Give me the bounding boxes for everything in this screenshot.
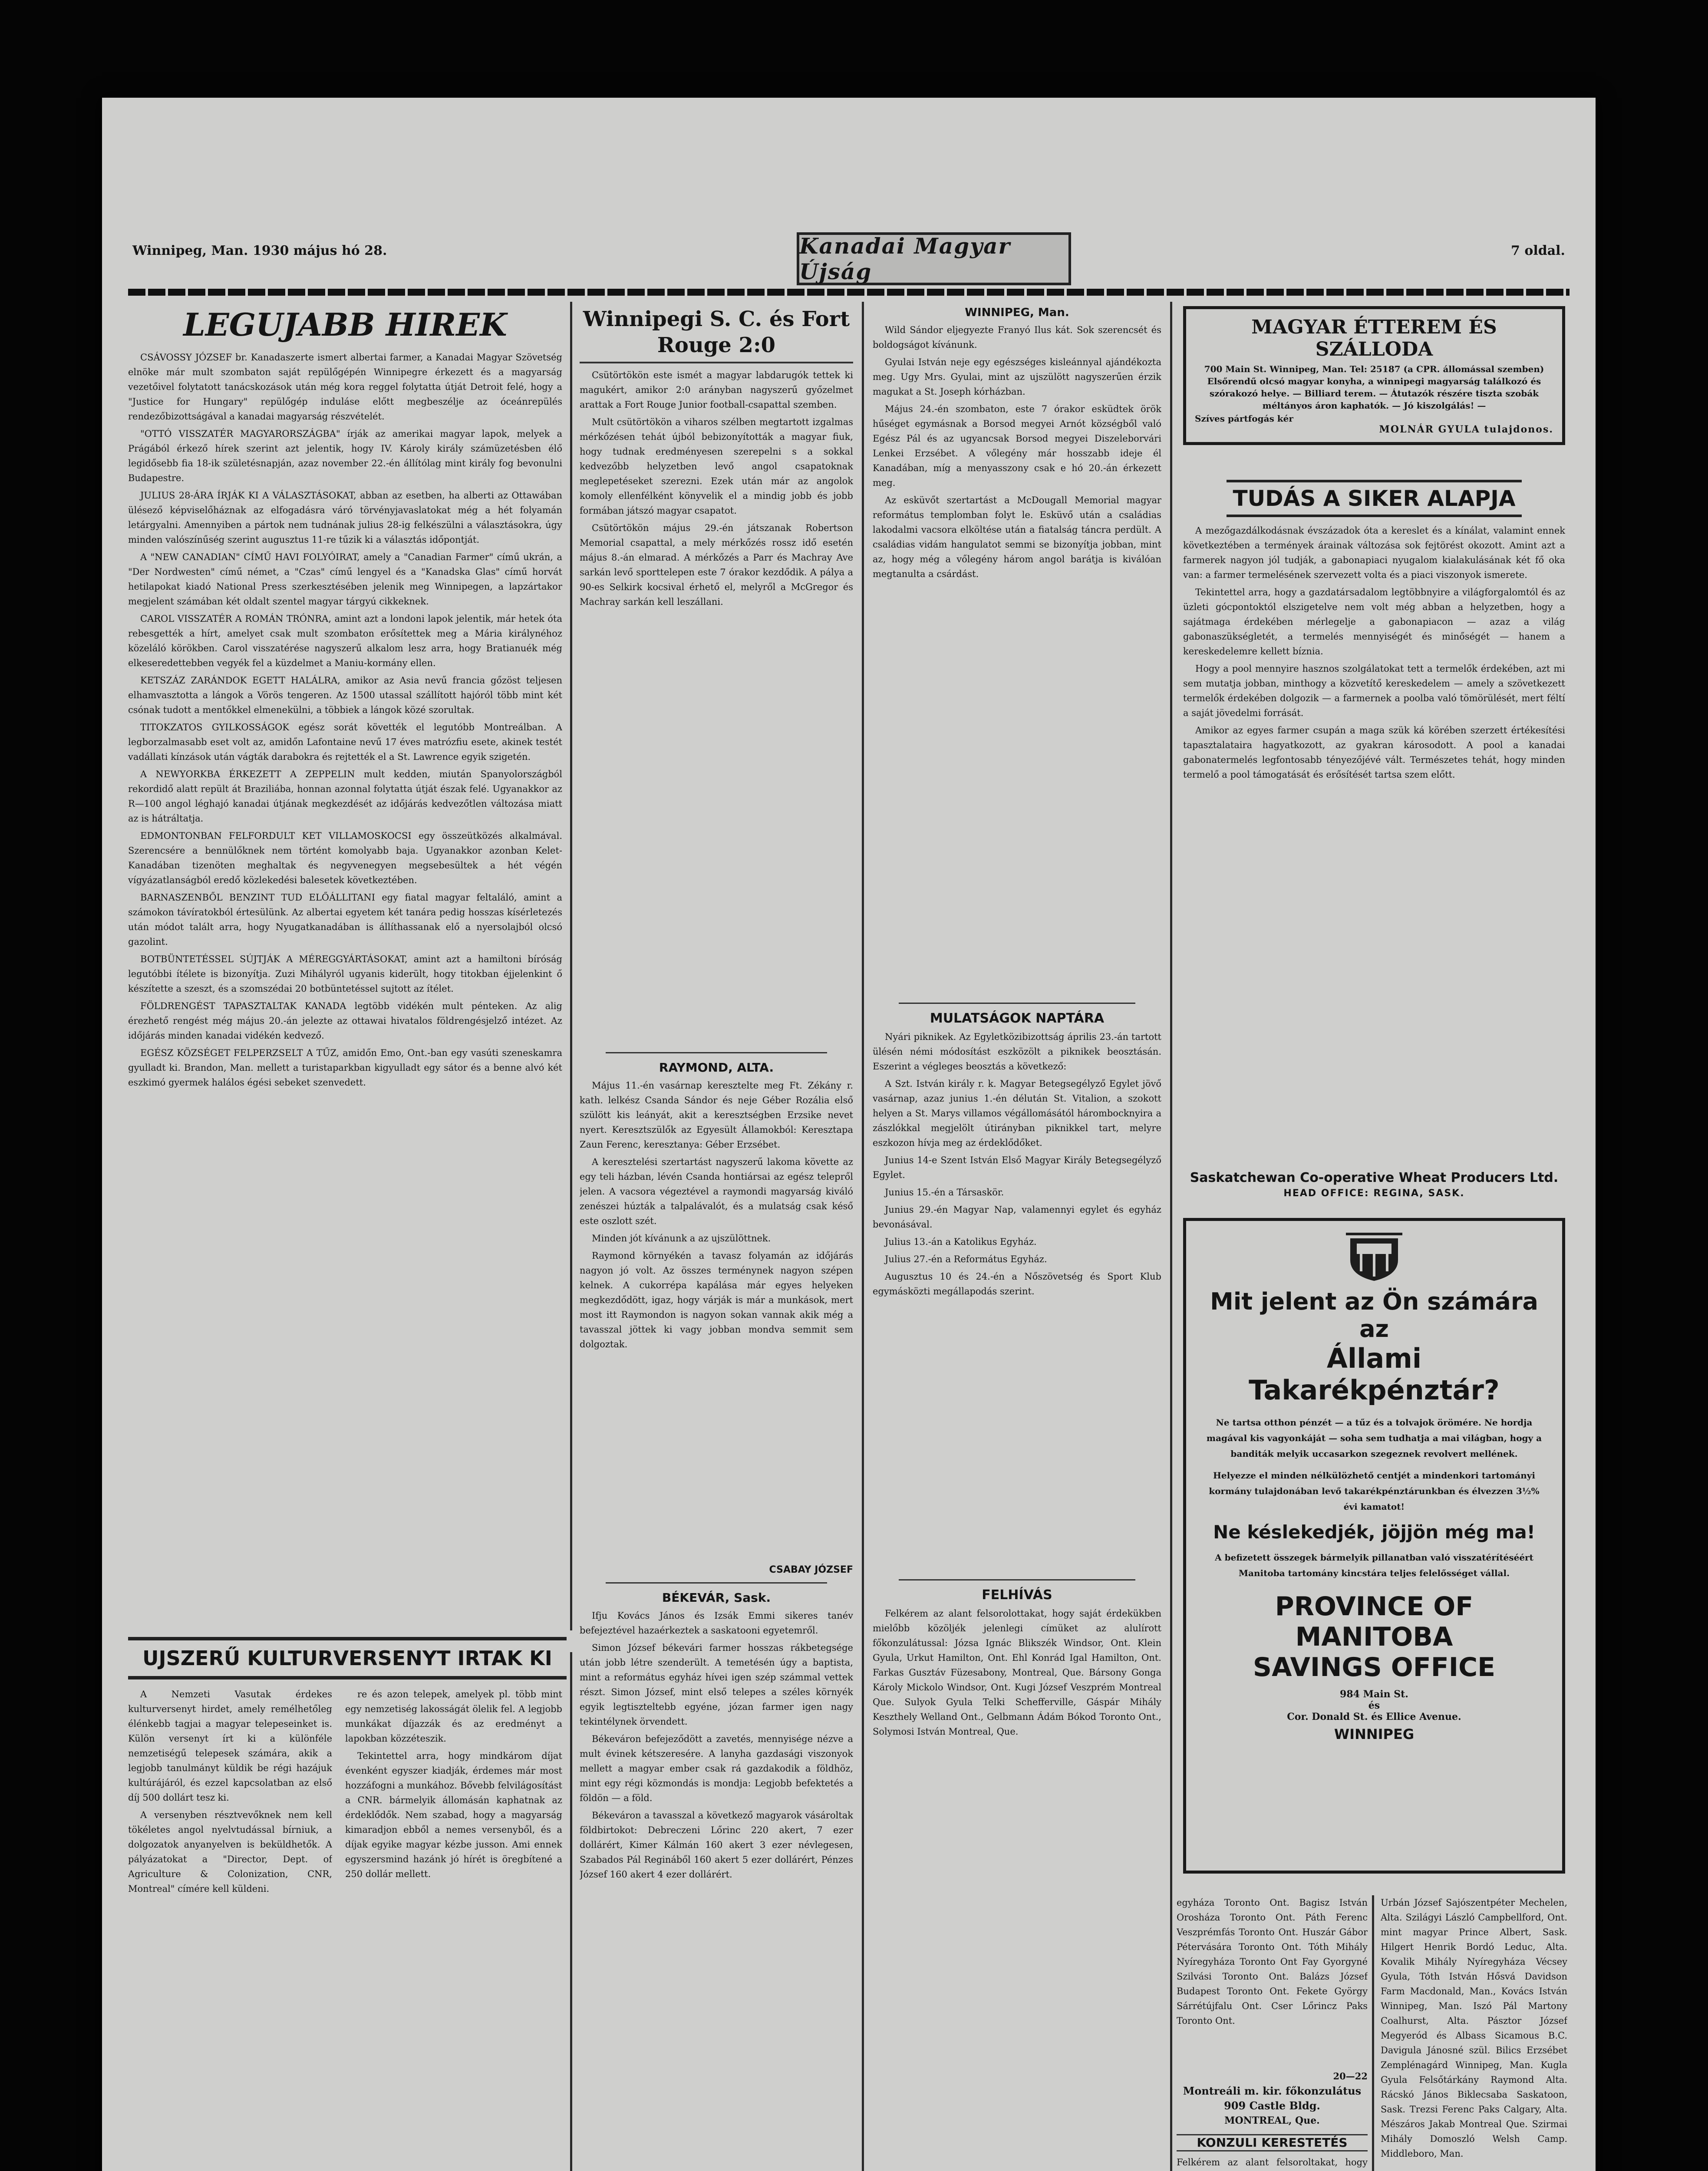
article-paragraph: Május 11.-én vasárnap keresztelte meg Ft. Zékány r. kath. lelkész Csanda Sándor és neje Géber Rozália első szülött kis leányát, akit a keresztségben Erzsike nevet nyert. Keresztszülők az Egyesült Államokból: Keresztapa Zaun Ferenc, keresztanya: Géber Erzsébet. — [580, 1080, 853, 1150]
consulate-name: Montreáli m. kir. főkonzulátus — [1183, 2085, 1362, 2097]
culture-article-right — [345, 1687, 562, 2171]
news-item: JULIUS 28-ÁRA ÍRJÁK KI A VÁLASZTÁSOKAT, abban az esetben, ha alberti az Ottawában ülésező képviselőháznak az elfogadásra váró törvényjavaslatokat még a hét folyamán letárgyalni. Amennyiben a pártok nem tudnának julius 28-ig felkészülni a választásokra, úgy minden valószínűség szerint augusztus 11-re tűzik ki a választás időpontját. — [128, 490, 562, 545]
events-calendar-heading: MULATSÁGOK NAPTÁRA — [930, 1011, 1105, 1026]
divider — [899, 1579, 1135, 1580]
local-news-column — [873, 306, 1161, 2171]
wheat-pool-office: HEAD OFFICE: REGINA, SASK. — [1283, 1188, 1465, 1199]
winnipeg-heading: WINNIPEG, Man. — [965, 306, 1069, 319]
consulate-list-right — [1381, 1895, 1567, 2171]
news-item: CSÁVOSSY JÓZSEF br. Kanadaszerte ismert albertai farmer, a Kanadai Magyar Szövetség elnöke már mult szombaton saját repülőgépén Winnipegre érkezett és a magyarság vezetőivel folytatott tanácskozások után még kora reggel folytatta útját Detroit felé, hogy a "Justice for Hungary" repülőgép induláse előtt megbeszélje az óceánrepülés rendezőbizottságával a kanadai magyarság részvételét. — [128, 352, 562, 422]
article-paragraph: re és azon telepek, amelyek pl. több mint egy nemzetiség lakosságát ölelik fel. A legjobb munkákat díjazzák és az eredményt a lapokban közzéteszik. — [345, 1689, 562, 1744]
restaurant-ad-title: MAGYAR ÉTTEREM ÉS SZÁLLODA — [1251, 316, 1497, 360]
savings-office-name-2: SAVINGS OFFICE — [1253, 1652, 1496, 1683]
event-item: Junius 29.-én Magyar Nap, valamennyi egylet és egyház bevonásával. — [873, 1204, 1161, 1230]
savings-ad-headline-2: Állami Takarékpénztár? — [1249, 1343, 1500, 1406]
news-item: A NEWYORKBA ÉRKEZETT A ZEPPELIN mult kedden, miután Spanyolországból rekordidő alatt repült át Braziliába, honnan azonnal folytatta útját észak felé. Ugyanakkor az R—100 angol léghajó kanadai útjának megkezdését az időjárás kedvezőtlen változása miatt az is hátráltatja. — [128, 769, 562, 824]
savings-ad-text: Ne tartsa otthon pénzét — a tűz és a tolvajok örömére. Ne hordja magával kis vagyonkáját — soha sem tudhatja a mai világban, hogy a banditák melyik uccasarkon szegeznek revolvert mellének. — [1206, 1417, 1542, 1459]
news-item: "OTTÓ VISSZATÉR MAGYARORSZÁGBA" írják az amerikai magyar lapok, melyek a Prágából érkező hírek szerint azt jelentik, hogy IV. Károly király számüzetésben élő legidősebb fia 18-ik születésnapján, azaz november 22.-én állítólag mint király fog bevonulni Budapestre. — [128, 429, 562, 483]
divider — [606, 1052, 827, 1053]
raymond-heading: RAYMOND, ALTA. — [659, 1060, 774, 1075]
list-number: 20—22 — [1333, 2071, 1368, 2082]
consular-search-heading: KONZULI KERESTETÉS — [1177, 2134, 1368, 2151]
savings-office-address-separator: és — [1368, 1700, 1380, 1711]
sports-column — [580, 306, 853, 2171]
news-item: FÖLDRENGÉST TAPASZTALTAK KANADA legtöbb vidékén mult pénteken. Az alig érezhető rengést még május 20.-án jelezte az ottawai hivatalos földrengésjelző intézet. Az időjárás minden kanadai vidékén kedvező. — [128, 1001, 562, 1041]
consulate-names: Urbán József Sajószentpéter Mechelen, Alta. Szilágyi László Campbellford, Ont. mint magyar Prince Albert, Sask. Hilgert Henrik Bordó Leduc, Alta. Kovalik Mihály Nyíregyháza Vécsey Gyula, Tóth István Hősvá Davidson Farm Macdonald, Man., Kovács István Winnipeg, Man. Iszó Pál Martony Coalhurst, Alta. Pásztor József Megyeród és Albass Sicamous B.C. Davigula Jánosné szül. Bilics Erzsébet Zemplénagárd Winnipeg, Man. Kugla Gyula Felsőtárkány Raymond Alta. Rácskó János Biklecsaba Saskatoon, Sask. Trezsi Ferenc Paks Calgary, Alta. Mészáros Jakab Montreal Que. Szirmai Mihály Domoszló Welsh Camp. Middleboro, Man. — [1381, 1897, 1567, 2159]
news-item: BARNASZENBŐL BENZINT TUD ELŐÁLLITANI egy fiatal magyar feltaláló, amint a számokon távíratokból értesülünk. Az albertai egyetem két tanára pedig hosszas kísérletezés után módot talált arra, hogy Nyugatkanadában is állíthassanak elő a nyersolajból olcsó gazolint. — [128, 892, 562, 947]
event-item: Augusztus 10 és 24.-én a Nőszövetség és Sport Klub egymásközti megállapodás szerint. — [873, 1271, 1161, 1297]
column-rule — [570, 1652, 572, 2171]
culture-article-left — [128, 1687, 332, 2171]
news-item: CAROL VISSZATÉR A ROMÁN TRÓNRA, amint azt a londoni lapok jelentik, már hetek óta rebesgették a hírt, amelyet csak mult szombaton erősítettek meg a Mária királynéhoz közeláló körökben. Carol visszatérése nagyszerű alkalom lesz arra, hogy Bratianuék még elkeseredettebben vegyék fel a küzdelmet a Maniu-kormány ellen. — [128, 614, 562, 668]
column-rule — [1170, 302, 1172, 2171]
consulate-city: MONTREAL, Que. — [1224, 2115, 1320, 2126]
savings-office-city: WINNIPEG — [1334, 1726, 1415, 1742]
header-rule — [128, 289, 1570, 296]
consulate-address: 909 Castle Bldg. — [1224, 2099, 1320, 2112]
notice-heading: FELHÍVÁS — [982, 1587, 1052, 1603]
news-item: EDMONTONBAN FELFORDULT KET VILLAMOSKOCSI egy összeütközés alkalmával. Szerencsére a bennülőknek nem történt komolyabb baja. Ugyanakkor azonban Kelet-Kanadában tizenöten meghaltak és negyvenegyen megsebesültek a hét végén vígyázatlanságból eredő közlekedési balesetek következtében. — [128, 831, 562, 885]
article-paragraph: A versenyben résztvevőknek nem kell tökéletes angol nyelvtudással bírniuk, a dolgozatok anyanyelven is beküldhetők. A pályázatokat a "Director, Dept. of Agriculture & Colonization, CNR, Montreal" címére kell küldeni. — [128, 1810, 332, 1894]
column-rule — [862, 302, 864, 2171]
notice-text — [873, 1606, 1161, 2171]
article-paragraph: Minden jót kívánunk a az ujszülöttnek. — [592, 1233, 771, 1244]
savings-ad-guarantee: A befizetett összegek bármelyik pillanatban való visszatérítéséért Manitoba tartomány kincstára teljes felelősséget vállal. — [1215, 1552, 1533, 1578]
news-item: TITOKZATOS GYILKOSSÁGOK egész sorát követték el legutóbb Montreálban. A legborzalmasabb eset volt az, amidőn Lafontaine nevű 17 éves matrózfiu esete, akinek testét vadállati kínzások után vágták darabokra és rejtették el a St. Lawrence egyik szigetén. — [128, 722, 562, 762]
restaurant-ad — [1183, 306, 1565, 445]
raymond-article — [580, 1078, 853, 1564]
events-calendar — [873, 1029, 1161, 1572]
savings-ad-text: Helyezze el minden nélkülözhető centjét a mindenkori tartományi kormány tulajdonában levő takarékpénztárunkban és élvezzen 3½% évi kamatot! — [1209, 1470, 1540, 1512]
masthead — [797, 232, 1071, 285]
savings-office-address-2: Cor. Donald St. és Ellice Avenue. — [1287, 1711, 1461, 1722]
sports-article — [580, 368, 853, 1045]
consular-search-text: Felkérem az alant felsoroltakat, hogy — [1177, 2157, 1368, 2168]
sports-title: Winnipegi S. C. és Fort Rouge 2:0 — [580, 306, 853, 363]
manitoba-crest-icon — [1204, 1230, 1545, 1283]
bekevar-heading: BÉKEVÁR, Sask. — [662, 1590, 771, 1605]
section-title: LEGUJABB HIREK — [183, 306, 507, 343]
event-item: Julius 13.-án a Katolikus Egyház. — [885, 1237, 1037, 1247]
article-paragraph: Az esküvőt szertartást a McDougall Memorial magyar református templomban folyt le. Esküvő után a családias lakodalmi vacsora elköltése után a fiatalság táncra perdült. A családias vidám hangulatot semmi se bizonyítja jobban, mint az, hogy még a vőlegény három angol barátja is kiválóan megtanulta a csárdást. — [873, 495, 1161, 579]
article-paragraph: Ifju Kovács János és Izsák Emmi sikeres tanév befejeztével hazaérkeztek a saskatooni egyetemről. — [580, 1610, 853, 1636]
article-paragraph: Csütörtökön este ismét a magyar labdarugók tettek ki magukért, amikor 2:0 arányban nagyszerű győzelmet arattak a Fort Rouge Junior football-csapattal szemben. — [580, 370, 853, 410]
savings-ad-slogan: Ne késlekedjék, jöjjön még ma! — [1213, 1521, 1535, 1543]
event-item: Julius 27.-én a Református Egyház. — [885, 1254, 1047, 1264]
news-item: A "NEW CANADIAN" CÍMŰ HAVI FOLYÓIRAT, amely a "Canadian Farmer" című ukrán, a "Der Nordwesten" című német, a "Czas" című lengyel és a "Kanadska Glas" című horvát hetilapokat kiadó National Press szerkesztésében jelenik meg Winnipegen, a lapzártakor megjelent számában két oldalt szentel magyar tárgyú cikkeknek. — [128, 552, 562, 607]
news-item: BOTBÜNTETÉSSEL SÚJTJÁK A MÉREGGYÁRTÁSOKAT, amint azt a hamiltoni bíróság legutóbbi ítélete is bizonyítja. Zuzi Mihályról ugyanis kiderült, hogy titokban éjjelenkint ő készítette a szeszt, és a szomszédai 20 botbüntetéssel sujtott az ítélet. — [128, 954, 562, 994]
column-rule — [1372, 1895, 1374, 2171]
event-item: Junius 15.-én a Társaskör. — [885, 1187, 1004, 1198]
culture-article-heading — [128, 1637, 567, 1679]
article-paragraph: Raymond környékén a tavasz folyamán az időjárás nagyon jó volt. Az összes terménynek nagyon szépen kelnek. A cukorrépa kapálása már egyes helyeken megkezdődött, igaz, hogy várják is már a munkások, mert most itt Raymondon is nagyon sokan vannak akik még a tavasszal jöttek ki vagy jobban mondva semmit sem dolgoztak. — [580, 1250, 853, 1349]
article-paragraph: Békeváron befejeződött a zavetés, mennyisége nézve a mult évinek kétszeresére. A lanyha gazdasági viszonyok mellett a magyar ember csak rá gazdakodik a földhöz, mint egy régi közmondás is mondja: Legjobb befektetés a földön — a föld. — [580, 1734, 853, 1803]
divider — [899, 1003, 1135, 1004]
article-paragraph: Amikor az egyes farmer csupán a maga szük ká körében szerzett értékesítési tapasztalataira hagyatkozott, az gyakran károsodott. A pool a kanadai gabonatermelés legfontosabb tényezőjévé vált. Természetes tehát, hogy minden termelő a pool támogatását és erősítését tartsa szem előtt. — [1183, 725, 1565, 780]
wheat-pool-organization: Saskatchewan Co-operative Wheat Producers Ltd. — [1190, 1170, 1559, 1185]
wheat-pool-article — [1183, 480, 1565, 1199]
masthead-title: Kanadai Magyar Újság — [799, 233, 1011, 284]
article-paragraph: Felkérem az alant felsorolottakat, hogy saját érdekükben mielőbb közöljék jelenlegi címüket az alulírott főkonzulátussal: Józsa Ignác Blikszék Windsor, Ont. Klein Gyula, Urkut Hamilton, Ont. Ehl Konrád Igal Hamilton, Ont. Farkas Gusztáv Füzesabony, Montreal, Que. Bársony Gonga Károly Mickolo Windsor, Ont. Kugi József Veszprém Montreal Que. Sulyok Gyula Telki Schefferville, Gáspár Mihály Keszthely Welland Ont., Gelbmann Ádám Bókod Toronto Ont., Solymosi István Montreal, Que. — [873, 1608, 1161, 1737]
event-item: Nyári piknikek. Az Egyletközibizottság április 23.-án tartott ülésén némi módosítást eszközölt a piknikek beosztásán. Eszerint a végleges beosztás a következő: — [873, 1032, 1161, 1072]
news-item: KETSZÁZ ZARÁNDOK EGETT HALÁLRA, amikor az Asia nevű francia gőzöst teljesen elhamvasztotta a lángok a Vörös tengeren. Az 1500 utassal szállított hajóról több mint két csónak tudott a mentőkkel elmenekülni, a többiek a lángok közé szorultak. — [128, 675, 562, 715]
wheat-pool-text — [1183, 523, 1565, 1157]
restaurant-description: Elsőrendű olcsó magyar konyha, a winnipegi magyarság találkozó és szórakozó helye. — Billiard terem. — Átutazók részére tiszta szobák méltányos áron kaphatók. — Jó kiszolgálás! — — [1207, 376, 1541, 411]
news-column — [128, 306, 562, 1644]
news-items — [128, 350, 562, 1644]
article-title: UJSZERŰ KULTURVERSENYT IRTAK KI — [142, 1646, 552, 1670]
article-paragraph: A Nemzeti Vasutak érdekes kulturversenyt hirdet, amely remélhetőleg élénkebb tagjai a magyar telepeseinket is. Külön versenyt írt ki a különféle nemzetiségű telepesek számára, akik a legjobb tanulmányt küldik be régi hazájuk kultúrájáról, és ezzel kapcsolatban az első díj 500 dollárt tesz ki. — [128, 1689, 332, 1803]
consulate-list-left — [1177, 1895, 1368, 2171]
newspaper-page — [102, 98, 1596, 2171]
article-paragraph: Mult csütörtökön a viharos szélben megtartott izgalmas mérkőzésen tehát újból bebizonyították a magyar fiuk, hogy tudnak eredményesen szerepelni s a sokkal kedvezőbb helyzetben levő angol csapatoknak meglepetéseket szerezni. Ezek után már az angolok komoly ellenfélként könyvelik el a mindig jobb és jobb formában játszó magyar csapatot. — [580, 417, 853, 516]
article-paragraph: Tekintettel arra, hogy a gazdatársadalom legtöbbnyire a világforgalomtól és az üzleti gócpontoktól elszigetelve nem volt még abban a helyzetben, hogy a sajátmaga érdekében mérlegelje a gabonapiacon — azaz a világ gabonaszükségletét, a termelés mennyiségét és minőségét — hanem a kereskedelemre kellett bíznia. — [1183, 587, 1565, 657]
event-item: Junius 14-e Szent István Első Magyar Király Betegsegélyző Egylet. — [873, 1155, 1161, 1180]
folio-date: Winnipeg, Man. 1930 május hó 28. — [132, 243, 387, 258]
consulate-names: egyháza Toronto Ont. Bagisz István Orosháza Toronto Ont. Páth Ferenc Veszprémfás Toronto Ont. Huszár Gábor Pétervására Toronto Ont. Tóth Mihály Nyíregyháza Toronto Ont Fay Gyorgyné Szilvási Toronto Ont. Balázs József Budapest Toronto Ont. Fekete György Sárrétújfalu Ont. Cser Lőrincz Paks Toronto Ont. — [1177, 1897, 1368, 2026]
event-item: A Szt. István király r. k. Magyar Betegsegélyző Egylet jövő vasárnap, azaz junius 1.-én délután St. Vitalion, a szokott helyen a St. Marys villamos végállomásától hárombocknyira a zászlókkal megjelölt útirányban piknikkel tart, melyre eszkozon hívja meg az érdeklődőket. — [873, 1079, 1161, 1148]
bekevar-article — [580, 1608, 853, 2171]
article-paragraph: A keresztelési szertartást nagyszerű lakoma követte az egy teli házban, lévén Csanda hontiársai az egész telepről jelen. A vacsora végeztével a raymondi magyarság kiváló zenészei húzták a talpalávalót, és a mulatság csak késő este oszlott szét. — [580, 1157, 853, 1226]
article-paragraph: Wild Sándor eljegyezte Franyó Ilus kát. Sok szerencsét és boldogságot kívánunk. — [873, 325, 1161, 350]
article-paragraph: Hogy a pool mennyire hasznos szolgálatokat tett a termelők érdekében, azt mi sem mutatja jobban, minthogy a közvetítő kereskedelem — amely a szövetkezett termelők érdekében dolgozik — a farmernek a poolba való tömörülését, mert féltí a saját jövedelmi forrását. — [1183, 663, 1565, 718]
article-paragraph: Békeváron a tavasszal a következő magyarok vásároltak földbirtokot: Debreczeni Lőrinc 220 akert, 7 ezer dollárért, Kimer Kálmán 160 akert 3 ezer névlegesen, Szabados Pál Regináből 160 akert 5 ezer dollárért, Pénzes József 160 akert 4 ezer dollárért. — [580, 1810, 853, 1880]
savings-office-ad — [1183, 1218, 1565, 1874]
article-paragraph: Simon József békevári farmer hosszas rákbetegsége után jobb létre szenderült. A temetésén úgy a baptista, mint a református egyház hívei igen szép számmal vettek részt. Simon József, mint első telepes a széles környék egyik legtiszteltebb egyéne, józan farmer igen nagy tekintélynek örvendett. — [580, 1643, 853, 1727]
article-paragraph: Május 24.-én szombaton, este 7 órakor esküdtek örök hűséget egymásnak a Borsod megyei Arnót községből való Egész Pál és az ugyancsak Borsod megyei Diszeleborvári Lenkei Erzsébet. A vőlegény már hosszabb ideje él Kanadában, míg a menyasszony csak e hó 20.-án érkezett meg. — [873, 404, 1161, 488]
savings-office-name: PROVINCE OF MANITOBA — [1275, 1591, 1474, 1652]
winnipeg-news — [873, 323, 1161, 996]
article-paragraph: A mezőgazdálkodásnak évszázadok óta a kereslet és a kínálat, valamint ennek következtében a termények árainak változása sok fejtörést okozott. Amint azt a farmerek nagyon jól tudják, a gabonapiaci nyugalom kialakulásának két fő oka van: a farmer termelésének szervezett volta és a piaci viszonyok ismerete. — [1183, 525, 1565, 580]
author-signature: CSABAY JÓZSEF — [769, 1564, 853, 1575]
restaurant-address: 700 Main St. Winnipeg, Man. Tel: 25187 (a CPR. állomással szemben) — [1204, 364, 1544, 374]
savings-ad-headline: Mit jelent az Ön számára az — [1210, 1288, 1538, 1343]
savings-office-address: 984 Main St. — [1340, 1689, 1408, 1700]
article-paragraph: Tekintettel arra, hogy mindkárom díjat évenként egyszer kiadják, érdemes már most hozzáfogni a munkához. Bővebb felvilágosítást a CNR. bármelyik állomásán kaphatnak az érdeklődők. Nem szabad, hogy a magyarság kimaradjon ebből a nemes versenyből, és a díjak egyike magyar kézbe jusson. Ami ennek egyszersmind hazánk jó hírét is öregbítené a 250 dollár mellett. — [345, 1751, 562, 1879]
divider — [606, 1582, 827, 1584]
article-paragraph: Csütörtökön május 29.-én játszanak Robertson Memorial csapattal, a mely mérkőzés rossz idő esetén május 8.-án elmarad. A mérkőzés a Parr és Machray Ave sarkán levő sporttelepen este 7 órakor kezdődik. A pálya a 90-es Selkirk kocsival érhető el, melyről a McGregor és Machray sarkán kell leszállani. — [580, 523, 853, 607]
folio-page-number: 7 oldal. — [1511, 243, 1565, 258]
news-item: EGÉSZ KÖZSÉGET FELPERZSELT A TŰZ, amidőn Emo, Ont.-ban egy vasúti szeneskamra gyulladt ki. Brandon, Man. mellett a turistaparkban kigyulladt egy sátor és a benne alvó két eszkimó gyermek halálos égési sebeket szenvedett. — [128, 1048, 562, 1088]
column-rule — [570, 302, 572, 1630]
restaurant-owner: MOLNÁR GYULA tulajdonos. — [1379, 424, 1553, 435]
wheat-pool-title: TUDÁS A SIKER ALAPJA — [1227, 480, 1522, 517]
article-paragraph: Gyulai István neje egy egészséges kisleánnyal ajándékozta meg. Ugy Mrs. Gyulai, mint az ujszülött nagyszerűen érzik magukat a St. Joseph kórházban. — [873, 357, 1161, 397]
restaurant-closing: Szíves pártfogás kér — [1195, 413, 1293, 424]
